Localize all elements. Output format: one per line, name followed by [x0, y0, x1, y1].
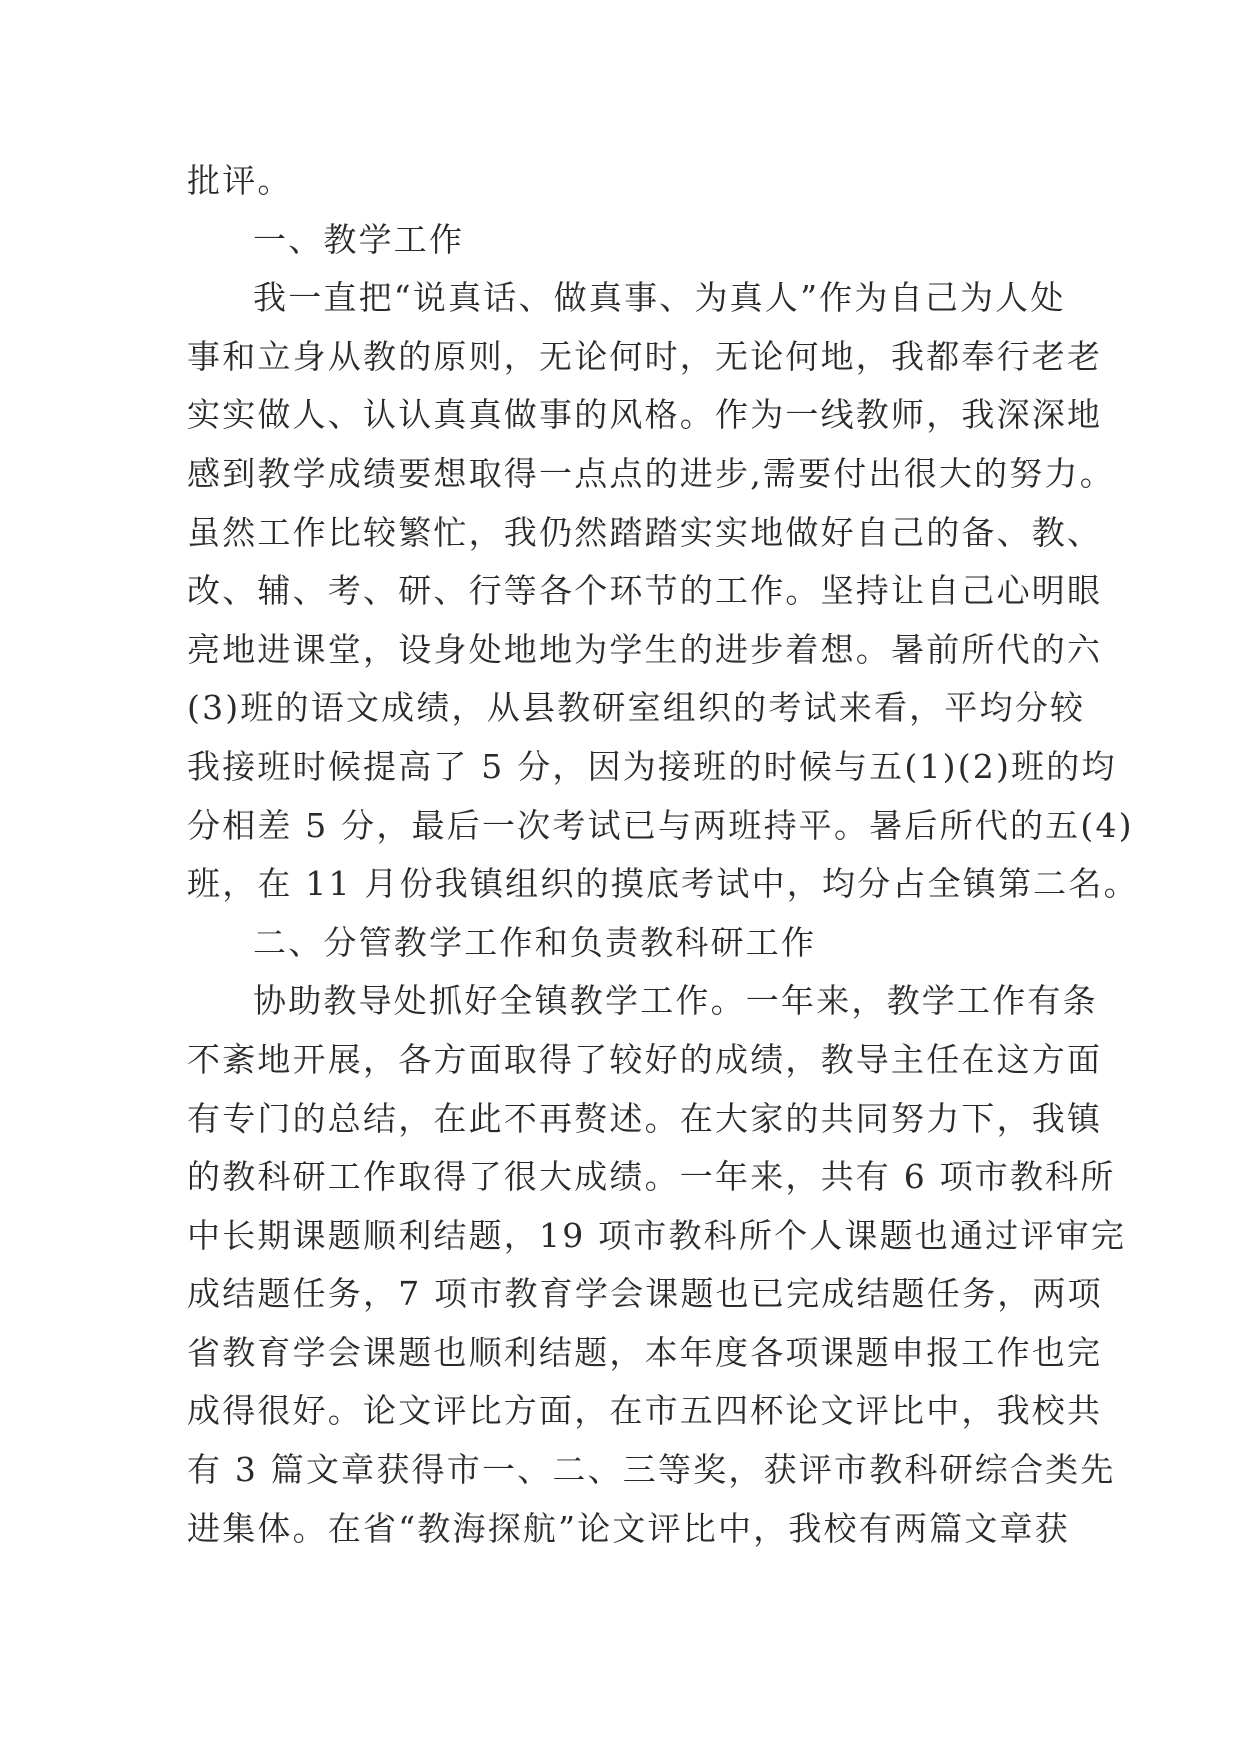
- text-line: 协助教导处抓好全镇教学工作。一年来，教学工作有条: [253, 981, 1098, 1021]
- text-line: 有 3 篇文章获得市一、二、三等奖，获评市教科研综合类先: [187, 1450, 1116, 1490]
- text-line: 不紊地开展，各方面取得了较好的成绩，教导主任在这方面: [187, 1039, 1103, 1079]
- text-line: 实实做人、认认真真做事的风格。作为一线教师，我深深地: [187, 395, 1103, 435]
- text-line: 改、辅、考、研、行等各个环节的工作。坚持让自己心明眼: [187, 571, 1103, 611]
- text-line: 一、教学工作: [253, 219, 465, 259]
- text-line: 成得很好。论文评比方面，在市五四杯论文评比中，我校共: [187, 1391, 1103, 1431]
- body-text: [187, 152, 1139, 1558]
- text-line: 的教科研工作取得了很大成绩。一年来，共有 6 项市教科所: [187, 1157, 1116, 1197]
- text-line: 班，在 11 月份我镇组织的摸底考试中，均分占全镇第二名。: [187, 864, 1139, 904]
- text-line: (3)班的语文成绩，从县教研室组织的考试来看，平均分较: [187, 688, 1086, 728]
- text-line: 进集体。在省“教海探航”论文评比中，我校有两篇文章获: [187, 1508, 1070, 1548]
- text-line: 中长期课题顺利结题，19 项市教科所个人课题也通过评审完: [187, 1215, 1127, 1255]
- text-line: 我接班时候提高了 5 分，因为接班的时候与五(1)(2)班的均: [187, 746, 1117, 786]
- text-line: 我一直把“说真话、做真事、为真人”作为自己为人处: [253, 278, 1066, 318]
- text-line: 二、分管教学工作和负责教科研工作: [253, 922, 817, 962]
- text-line: 事和立身从教的原则，无论何时，无论何地，我都奉行老老: [187, 336, 1103, 376]
- text-line: 批评。: [187, 161, 293, 200]
- text-line: 有专门的总结，在此不再赘述。在大家的共同努力下，我镇: [187, 1098, 1103, 1138]
- text-line: 省教育学会课题也顺利结题，本年度各项课题申报工作也完: [187, 1332, 1103, 1372]
- text-line: 亮地进课堂，设身处地地为学生的进步着想。暑前所代的六: [187, 629, 1103, 669]
- text-line: 成结题任务，7 项市教育学会课题也已完成结题任务，两项: [187, 1274, 1103, 1314]
- text-line: 分相差 5 分，最后一次考试已与两班持平。暑后所代的五(4): [187, 805, 1134, 845]
- text-line: 虽然工作比较繁忙，我仍然踏踏实实地做好自己的备、教、: [187, 512, 1103, 552]
- text-line: 感到教学成绩要想取得一点点的进步,需要付出很大的努力。: [187, 453, 1115, 493]
